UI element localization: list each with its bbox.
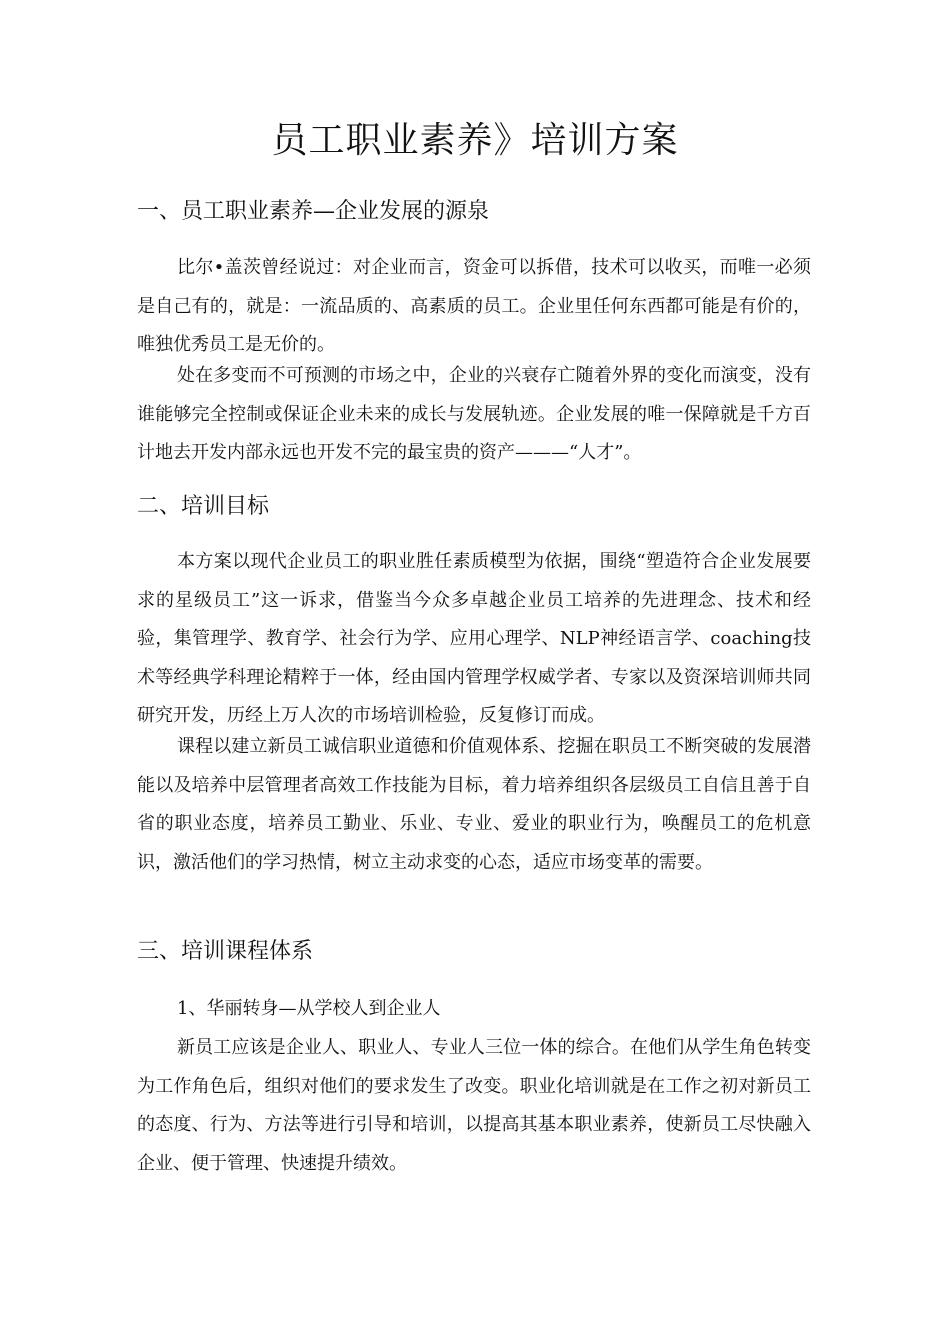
section-3-heading: 三、培训课程体系 xyxy=(137,939,314,964)
section-3-subheading: 1、华丽转身—从学校人到企业人 xyxy=(177,998,441,1019)
document-title: 员工职业素养》培训方案 xyxy=(271,120,679,161)
section-3-paragraph-1: 新员工应该是企业人、职业人、专业人三位一体的综合。在他们从学生角色转变为工作角色后，组织对他们的要求发生了改变。职业化培训就是在工作之初对新员工的态度、行为、方法等进行引导和培训，以提高其基本职业素养，使新员工尽快融入企业、便于管理、快速提升绩效。 xyxy=(137,1037,811,1174)
section-1-paragraph-1: 比尔•盖茨曾经说过：对企业而言，资金可以拆借，技术可以收买，而唯一必须是自己有的，就是：一流品质的、高素质的员工。企业里任何东西都可能是有价的，唯独优秀员工是无价的。 xyxy=(137,257,811,355)
section-2-heading: 二、培训目标 xyxy=(137,494,270,519)
section-1-paragraph-2: 处在多变而不可预测的市场之中，企业的兴衰存亡随着外界的变化而演变，没有谁能够完全控制或保证企业未来的成长与发展轨迹。企业发展的唯一保障就是千方百计地去开发内部永远也开发不完的最宝贵的资产———“人才”。 xyxy=(137,365,811,463)
section-1-heading: 一、员工职业素养—企业发展的源泉 xyxy=(137,199,490,224)
section-2-paragraph-1: 本方案以现代企业员工的职业胜任素质模型为依据，围绕“塑造符合企业发展要求的星级员工”这一诉求，借鉴当今众多卓越企业员工培养的先进理念、技术和经验，集管理学、教育学、社会行为学、应用心理学、NLP神经语言学、coaching技术等经典学科理论精粹于一体，经由国内管理学权威学者、专家以及资深培训师共同研究开发，历经上万人次的市场培训检验，反复修订而成。 xyxy=(137,551,811,726)
section-2-paragraph-2: 课程以建立新员工诚信职业道德和价值观体系、挖掘在职员工不断突破的发展潜能以及培养中层管理者高效工作技能为目标，着力培养组织各层级员工自信且善于自省的职业态度，培养员工勤业、乐业、专业、爱业的职业行为，唤醒员工的危机意识，激活他们的学习热情，树立主动求变的心态，适应市场变革的需要。 xyxy=(137,736,811,873)
